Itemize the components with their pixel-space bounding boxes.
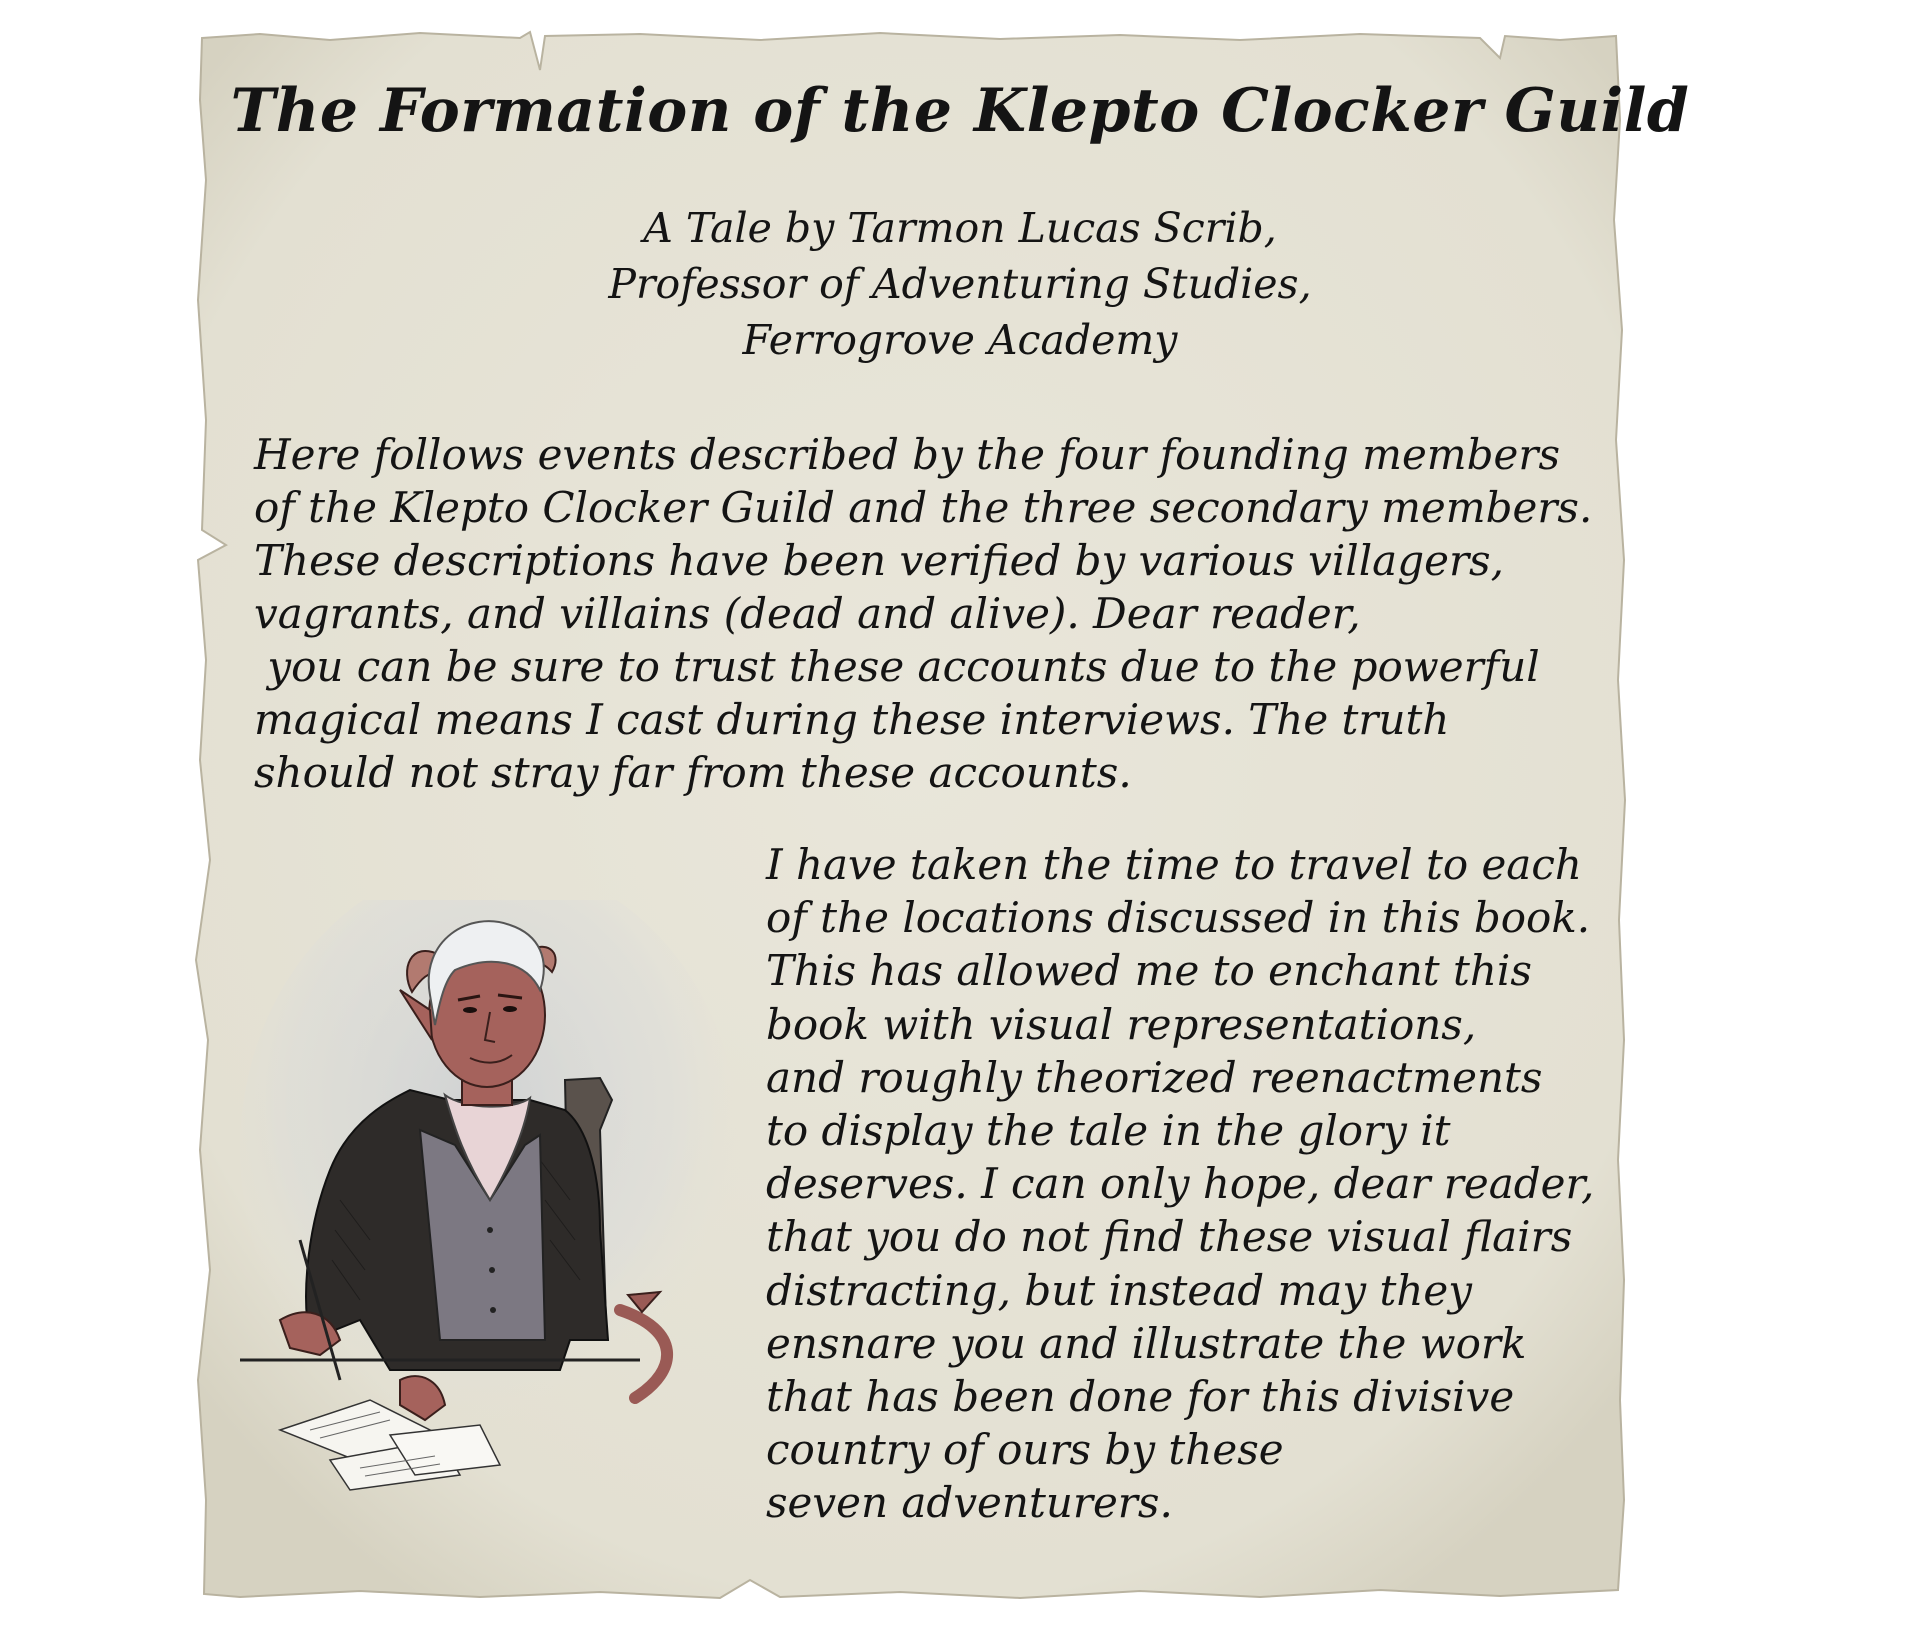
paragraph-line: to display the tale in the glory it [766, 1106, 1451, 1156]
paragraph-line: you can be sure to trust these accounts due to the powerful [254, 642, 1540, 691]
paragraph-line: This has allowed me to enchant this [766, 946, 1532, 996]
paragraph-line: should not stray far from these accounts. [254, 748, 1132, 797]
paragraph-line: deserves. I can only hope, dear reader, [766, 1159, 1595, 1209]
vest-button [489, 1267, 495, 1273]
paragraph-line: country of ours by these [766, 1425, 1284, 1475]
intro-paragraph [254, 428, 1592, 799]
paragraph-line: distracting, but instead may they [766, 1265, 1473, 1315]
paragraph-line: I have taken the time to travel to each [766, 840, 1582, 889]
page-title: The Formation of the Klepto Clocker Guild [230, 76, 1690, 146]
vest-button [490, 1307, 496, 1313]
paragraph-line: ensnare you and illustrate the work [766, 1318, 1527, 1368]
paragraph-line: Here follows events described by the four founding members [254, 430, 1560, 479]
byline-line: Ferrogrove Academy [742, 316, 1178, 364]
byline-line: A Tale by Tarmon Lucas Scrib, [643, 204, 1277, 252]
paragraph-line: These descriptions have been verified by various villagers, [254, 536, 1504, 585]
paragraph-line: that you do not find these visual flairs [766, 1212, 1573, 1262]
paragraph-line: magical means I cast during these interviews. The truth [254, 695, 1450, 744]
paragraph-line: that has been done for this divisive [766, 1372, 1515, 1422]
body-paragraph [766, 838, 1594, 1530]
professor-illustration [240, 900, 760, 1500]
eye [463, 1007, 477, 1013]
byline-line: Professor of Adventuring Studies, [608, 260, 1312, 308]
paragraph-line: of the locations discussed in this book. [766, 893, 1591, 943]
paragraph-line: book with visual representations, [766, 999, 1477, 1049]
paragraph-line: and roughly theorized reenactments [766, 1052, 1543, 1102]
paragraph-line: of the Klepto Clocker Guild and the three secondary members. [254, 483, 1593, 532]
eye [503, 1006, 517, 1012]
paragraph-line: seven adventurers. [766, 1478, 1173, 1528]
vest-button [487, 1227, 493, 1233]
byline [0, 200, 1920, 368]
paragraph-line: vagrants, and villains (dead and alive). Dear reader, [254, 589, 1361, 638]
